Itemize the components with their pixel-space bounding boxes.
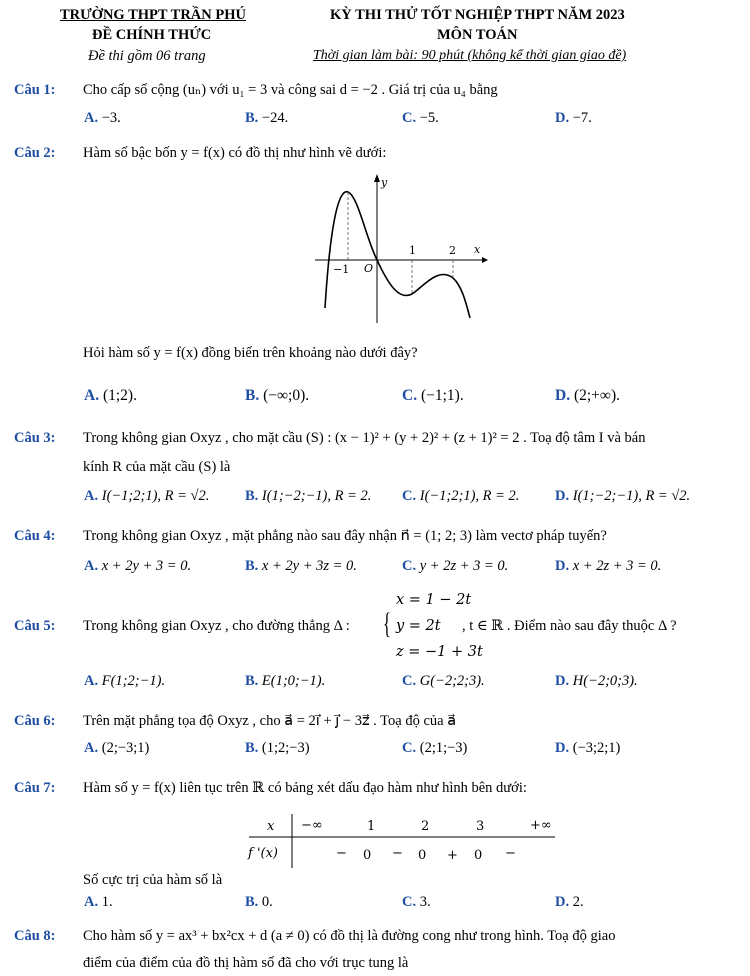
page-count: Đề thi gồm 06 trang [88,48,206,64]
option-letter: C. [402,673,417,689]
option-letter: A. [84,387,100,404]
q2-label: Câu 2: [14,145,56,161]
q3-option-a[interactable] [84,488,209,505]
option-value: I(−1;2;1), R = √2. [101,488,210,504]
q1-option-b[interactable] [245,110,288,127]
option-letter: D. [555,387,571,404]
option-value: −7. [572,110,592,126]
q2-graph [310,168,490,328]
q3-option-b[interactable] [245,488,371,505]
option-letter: C. [402,488,417,504]
tick-minus-1: −1 [333,263,350,276]
option-letter: C. [402,740,417,756]
school-name: TRƯỜNG THPT TRẦN PHÚ [60,7,246,23]
sign-3: + [447,848,458,863]
q4-label: Câu 4: [14,528,56,544]
q1-label: Câu 1: [14,82,56,98]
q1-option-c[interactable] [402,110,439,127]
q6-option-c[interactable] [402,740,467,757]
option-value: y + 2z + 3 = 0. [419,558,509,574]
zero-3: 0 [474,848,483,863]
option-letter: D. [555,558,570,574]
q6-option-a[interactable] [84,740,149,757]
option-letter: A. [84,488,99,504]
table-val-3: 3 [476,819,485,834]
q5-label: Câu 5: [14,618,56,634]
exam-title: KỲ THI THỬ TỐT NGHIỆP THPT NĂM 2023 [330,7,625,23]
q1-option-a[interactable] [84,110,121,127]
q2-text: Hàm số bậc bốn y = f(x) có đồ thị như hình vẽ dưới: [83,145,387,161]
q8-text-2: điểm của điểm của đồ thị hàm số đã cho với trục tung là [83,955,409,971]
table-x-label: x [267,819,275,834]
option-letter: D. [555,673,570,689]
option-letter: B. [245,558,259,574]
q7-option-a[interactable] [84,894,113,911]
option-letter: C. [402,894,417,910]
option-letter: A. [84,673,99,689]
q8-label: Câu 8: [14,928,56,944]
option-value: −3. [101,110,121,126]
q2-option-d[interactable] [555,387,620,405]
option-value: 0. [261,894,273,910]
option-value: E(1;0;−1). [261,673,326,689]
x-label: x [474,243,481,256]
table-fprime-label: f '(x) [248,846,278,861]
option-value: I(−1;2;1), R = 2. [419,488,520,504]
option-letter: B. [245,673,259,689]
q7-option-d[interactable] [555,894,584,911]
q7-option-b[interactable] [245,894,273,911]
brace-icon: { [383,607,391,640]
option-letter: C. [402,110,417,126]
q3-option-d[interactable] [555,488,690,505]
option-letter: B. [245,740,259,756]
option-letter: C. [402,387,418,404]
option-value: (−3;2;1) [572,740,621,756]
q7-sign-table [245,812,560,872]
option-letter: B. [245,488,259,504]
sign-1: − [336,846,347,861]
q2-option-b[interactable] [245,387,309,405]
option-letter: A. [84,558,99,574]
y-label: y [381,176,388,189]
q7-option-c[interactable] [402,894,431,911]
q4-option-d[interactable] [555,558,661,575]
option-value: x + 2z + 3 = 0. [572,558,662,574]
q1-text: Cho cấp số cộng (uₙ) với u₁ = 3 và công sai d = −2 . Giá trị của u₄ bằng [83,82,498,98]
q5-text-b: , t ∈ ℝ . Điểm nào sau đây thuộc Δ ? [462,618,677,634]
q5-option-b[interactable] [245,673,325,690]
tick-1: 1 [409,244,416,257]
option-value: F(1;2;−1). [101,673,166,689]
tick-2: 2 [449,244,456,257]
option-letter: A. [84,740,99,756]
q7-question: Số cực trị của hàm số là [83,872,223,888]
option-value: 3. [419,894,431,910]
q7-text: Hàm số y = f(x) liên tục trên ℝ có bảng xét dấu đạo hàm như hình bên dưới: [83,780,527,796]
option-value: (1;2). [102,387,137,404]
time-limit: Thời gian làm bài: 90 phút (không kể thời gian giao đề) [313,48,627,63]
table-minus-inf: −∞ [301,818,323,833]
q8-text: Cho hàm số y = ax³ + bx²cx + d (a ≠ 0) có đồ thị là đường cong như trong hình. Toạ độ giao [83,928,616,944]
q4-option-c[interactable] [402,558,508,575]
option-value: 2. [572,894,584,910]
official-label: ĐỀ CHÍNH THỨC [92,27,212,43]
option-letter: D. [555,488,570,504]
q4-text: Trong không gian Oxyz , mặt phẳng nào sau đây nhận n⃗ = (1; 2; 3) làm vectơ pháp tuyến? [83,528,607,544]
option-value: 1. [101,894,113,910]
q6-text: Trên mặt phẳng tọa độ Oxyz , cho a⃗ = 2i⃗ + j⃗ − 3z⃗ . Toạ độ của a⃗ [83,713,457,729]
q5-text-a: Trong không gian Oxyz , cho đường thẳng Δ : [83,618,350,634]
q5-option-c[interactable] [402,673,485,690]
q2-question: Hỏi hàm số y = f(x) đồng biến trên khoảng nào dưới đây? [83,345,418,361]
option-value: I(1;−2;−1), R = 2. [261,488,372,504]
option-value: (2;+∞). [573,387,620,404]
q4-option-a[interactable] [84,558,191,575]
zero-2: 0 [418,848,427,863]
option-value: −24. [261,110,289,126]
sign-4: − [505,846,516,861]
option-letter: D. [555,110,570,126]
q3-text-2: kính R của mặt cầu (S) là [83,459,231,475]
q6-option-d[interactable] [555,740,620,757]
q2-option-a[interactable] [84,387,137,405]
option-value: I(1;−2;−1), R = √2. [572,488,691,504]
zero-1: 0 [363,848,372,863]
option-letter: B. [245,894,259,910]
option-value: G(−2;2;3). [419,673,485,689]
option-value: x + 2y + 3 = 0. [101,558,192,574]
q5-option-d[interactable] [555,673,638,690]
option-value: (2;1;−3) [419,740,468,756]
option-value: x + 2y + 3z = 0. [261,558,357,574]
q7-label: Câu 7: [14,780,56,796]
option-value: (1;2;−3) [261,740,310,756]
option-letter: C. [402,558,417,574]
table-val-2: 2 [421,819,430,834]
option-value: H(−2;0;3). [572,673,638,689]
option-letter: A. [84,110,99,126]
q4-option-b[interactable] [245,558,357,575]
q5-system-line-3: z = −1 + 3t [396,644,483,660]
q5-system-line-2: y = 2t [396,618,441,634]
option-letter: B. [245,387,260,404]
q1-option-d[interactable] [555,110,592,127]
option-letter: A. [84,894,99,910]
option-letter: D. [555,894,570,910]
q3-option-c[interactable] [402,488,519,505]
q3-text: Trong không gian Oxyz , cho mặt cầu (S) : (x − 1)² + (y + 2)² + (z + 1)² = 2 . Toạ độ tâm I và bán [83,430,646,446]
table-plus-inf: +∞ [530,818,552,833]
option-value: (−∞;0). [263,387,310,404]
y-axis-arrow [374,174,380,182]
table-val-1: 1 [367,819,376,834]
origin-label: O [364,262,374,275]
x-axis-arrow [482,257,488,263]
q6-option-b[interactable] [245,740,310,757]
option-letter: B. [245,110,259,126]
q3-label: Câu 3: [14,430,56,446]
sign-2: − [392,846,403,861]
q5-option-a[interactable] [84,673,165,690]
option-value: (2;−3;1) [101,740,150,756]
option-value: −5. [419,110,439,126]
subject-title: MÔN TOÁN [437,27,518,43]
option-letter: D. [555,740,570,756]
q6-label: Câu 6: [14,713,56,729]
q5-system-line-1: x = 1 − 2t [396,592,472,608]
option-value: (−1;1). [420,387,464,404]
q2-option-c[interactable] [402,387,464,405]
